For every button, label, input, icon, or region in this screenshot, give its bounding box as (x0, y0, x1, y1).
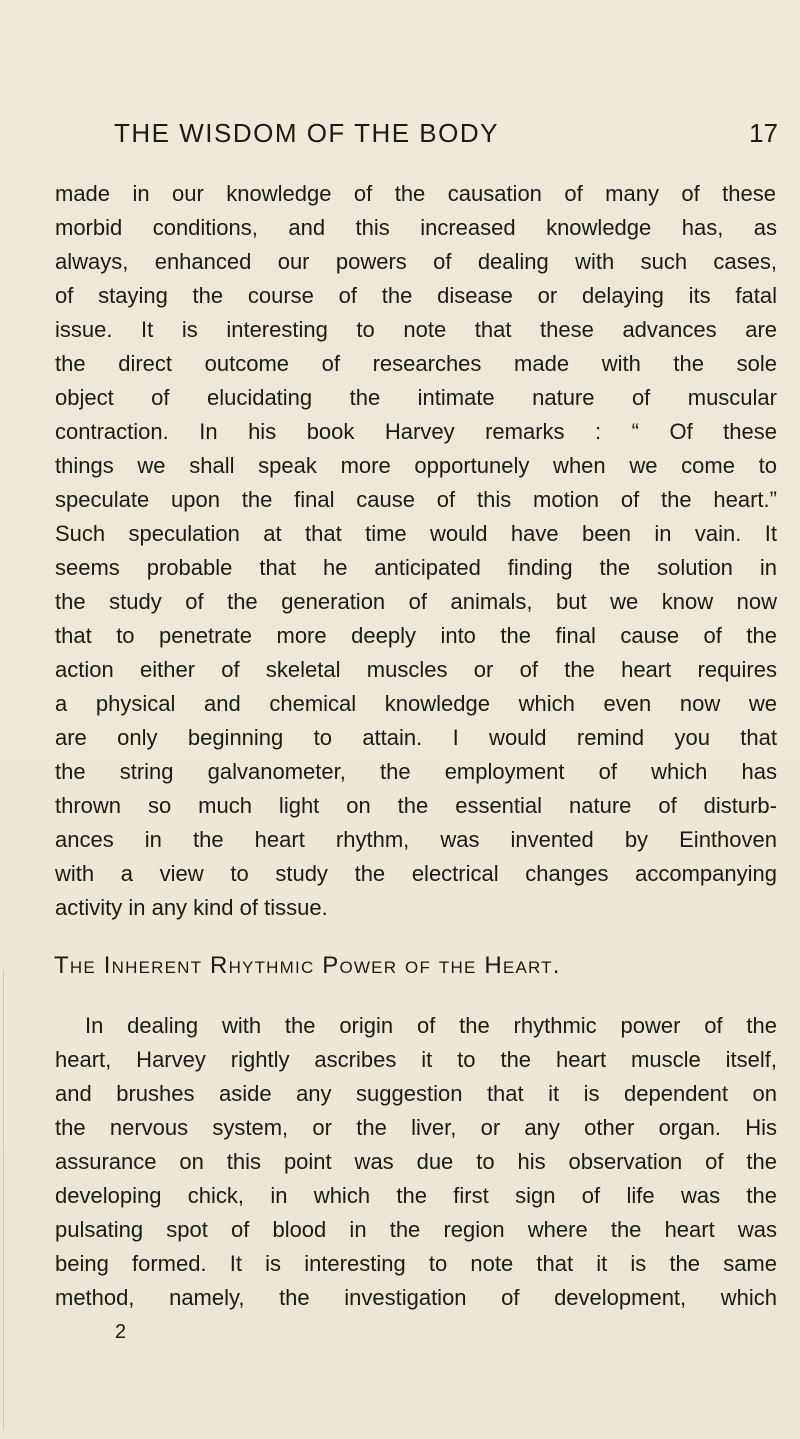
text-line: the study of the generation of animals, but we know now (55, 589, 777, 614)
text-line: object of elucidating the intimate nature of muscular (55, 385, 777, 410)
page-edge-divider (3, 970, 4, 1430)
text-line: a physical and chemical knowledge which even now we (55, 691, 777, 716)
signature-mark: 2 (115, 1321, 127, 1343)
text-line: always, enhanced our powers of dealing with such cases, (55, 249, 777, 274)
text-line: contraction. In his book Harvey remarks : “ Of these (55, 419, 777, 444)
text-line: are only beginning to attain. I would remind you that (55, 725, 777, 750)
text-line: the nervous system, or the liver, or any other organ. His (55, 1115, 777, 1140)
text-line: of staying the course of the disease or delaying its fatal (55, 283, 777, 308)
text-line: method, namely, the investigation of development, which (55, 1285, 777, 1310)
text-line: issue. It is interesting to note that these advances are (55, 317, 777, 342)
text-line: thrown so much light on the essential nature of disturb- (55, 793, 777, 818)
text-line: developing chick, in which the first sign of life was the (55, 1183, 777, 1208)
text-line: the direct outcome of researches made with the sole (55, 351, 777, 376)
page-number: 17 (749, 118, 778, 148)
text-line: assurance on this point was due to his observation of the (55, 1149, 777, 1174)
text-line: In dealing with the origin of the rhythmic power of the (85, 1013, 777, 1038)
section-heading: The Inherent Rhythmic Power of the Heart. (54, 952, 561, 979)
text-line: ances in the heart rhythm, was invented by Einthoven (55, 827, 777, 852)
text-line: pulsating spot of blood in the region where the heart was (55, 1217, 777, 1242)
text-line: action either of skeletal muscles or of the heart requires (55, 657, 777, 682)
text-line: and brushes aside any suggestion that it is dependent on (55, 1081, 777, 1106)
text-line-last: activity in any kind of tissue. (55, 895, 328, 920)
text-line: seems probable that he anticipated finding the solution in (55, 555, 777, 580)
text-line: with a view to study the electrical changes accompanying (55, 861, 777, 886)
text-line: speculate upon the final cause of this motion of the heart.” (55, 487, 777, 512)
text-line: morbid conditions, and this increased knowledge has, as (55, 215, 777, 240)
page-header (114, 118, 778, 158)
text-line: being formed. It is interesting to note that it is the same (55, 1251, 777, 1276)
text-line: made in our knowledge of the causation of many of these (55, 181, 776, 206)
running-head: THE WISDOM OF THE BODY (114, 118, 499, 148)
text-line: Such speculation at that time would have been in vain. It (55, 521, 777, 546)
text-line: the string galvanometer, the employment of which has (55, 759, 777, 784)
text-line: things we shall speak more opportunely when we come to (55, 453, 777, 478)
text-line: that to penetrate more deeply into the final cause of the (55, 623, 777, 648)
text-line: heart, Harvey rightly ascribes it to the heart muscle itself, (55, 1047, 777, 1072)
